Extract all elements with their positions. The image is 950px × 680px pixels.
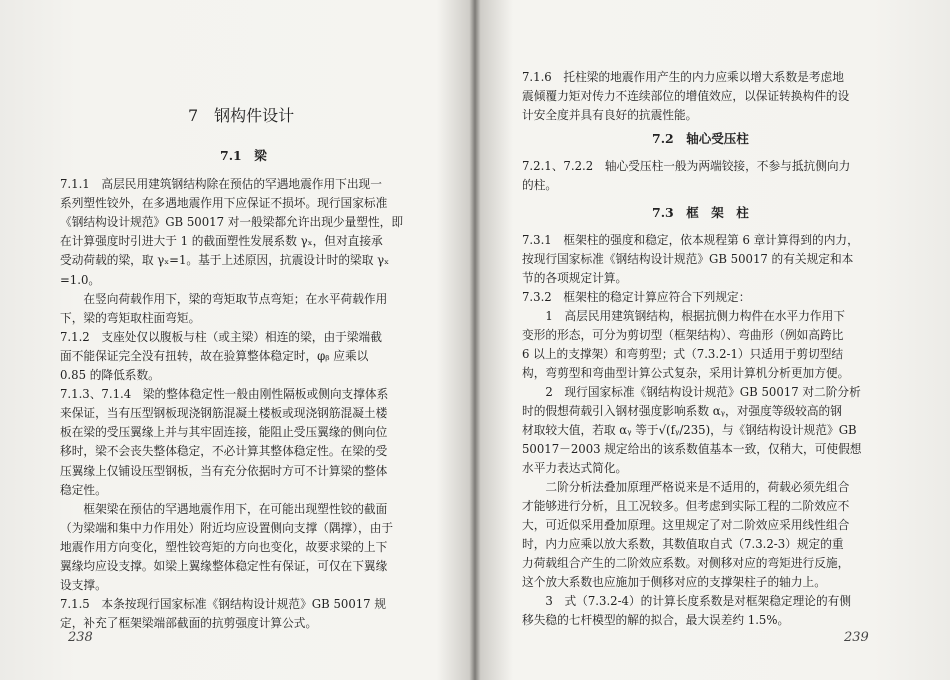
- text-line: 移时，梁不会丧失整体稳定，不必计算其整体稳定性。在梁的受: [60, 444, 388, 459]
- chapter-title: 7 钢构件设计: [188, 106, 295, 125]
- text-line: 移失稳的七杆模型的解的拟合，最大误差约 1.5%。: [522, 613, 790, 627]
- text-line: 《钢结构设计规范》GB 50017 对一般梁都允许出现少量塑性，即: [60, 215, 404, 230]
- text-line: 地震作用方向变化，塑性铰弯矩的方向也变化，故要求梁的上下: [60, 539, 388, 554]
- text-line: 6 以上的支撑架）和弯剪型；式（7.3.2-1）只适用于剪切型结: [522, 347, 844, 361]
- text-line: 7.2.1、7.2.2 轴心受压柱一般为两端铰接，不参与抵抗侧向力: [522, 159, 851, 173]
- text-line: 0.85 的降低系数。: [60, 368, 160, 382]
- text-line: 7.1.1 高层民用建筑钢结构除在预估的罕遇地震作用下出现一: [60, 177, 382, 191]
- text-line: 在计算强度时引进大于 1 的截面塑性发展系数 γₓ，但对直接承: [60, 234, 383, 249]
- text-line: 50017－2003 规定给出的该系数值基本一致，仅稍大，可使假想: [522, 442, 862, 456]
- text-line: 震倾覆力矩对传力不连续部位的增值效应，以保证转换构件的设: [522, 89, 850, 103]
- text-line: 7.3.2 框架柱的稳定计算应符合下列规定：: [522, 290, 751, 304]
- text-line: 定，补充了框架梁端部截面的抗剪强度计算公式。: [60, 616, 318, 631]
- text-line: 大，可近似采用叠加原理。这里规定了对二阶效应采用线性组合: [522, 518, 850, 532]
- left-page: [60, 0, 430, 680]
- page-number-left: 238: [68, 630, 93, 645]
- text-line: 这个放大系数也应施加于侧移对应的支撑架柱子的轴力上。: [522, 575, 826, 589]
- text-line: 框架梁在预估的罕遇地震作用下，在可能出现塑性铰的截面: [60, 501, 388, 516]
- section-title-7-2: 7.2 轴心受压柱: [652, 131, 749, 146]
- text-line: 板在梁的受压翼缘上并与其牢固连接，能阻止受压翼缘的侧向位: [60, 425, 388, 440]
- text-line: 下，梁的弯矩取柱面弯矩。: [60, 310, 201, 325]
- text-line: 7.1.5 本条按现行国家标准《钢结构设计规范》GB 50017 规: [60, 597, 387, 612]
- text-line: 时的假想荷载引入钢材强度影响系数 αᵧ，对强度等级较高的钢: [522, 404, 842, 418]
- text-line: 1 高层民用建筑钢结构，根据抗侧力构件在水平力作用下: [522, 309, 845, 323]
- text-line: 来保证，当有压型钢板现浇钢筋混凝土楼板或现浇钢筋混凝土楼: [60, 406, 388, 421]
- text-line: 3 式（7.3.2-4）的计算长度系数是对框架稳定理论的有侧: [522, 594, 852, 608]
- text-line: 7.1.6 托柱梁的地震作用产生的内力应乘以增大系数是考虑地: [522, 70, 844, 84]
- text-line: 的柱。: [522, 178, 558, 192]
- text-line: （为梁端和集中力作用处）附近均应设置侧向支撑（隅撑），由于: [60, 520, 394, 535]
- text-line: 变形的形态，可分为剪切型（框架结构）、弯曲形（例如高跨比: [522, 328, 844, 342]
- text-line: 构，弯剪型和弯曲型计算公式复杂，采用计算机分析更加方便。: [522, 366, 850, 380]
- section-title-7-1: 7.1 梁: [220, 148, 267, 163]
- text-line: 计安全度并具有良好的抗震性能。: [522, 108, 698, 122]
- text-line: 7.1.3、7.1.4 梁的整体稳定性一般由刚性隔板或侧向支撑体系: [60, 387, 389, 402]
- text-line: 压翼缘上仅铺设压型钢板，当有充分依据时方可不计算梁的整体: [60, 463, 388, 478]
- text-line: 2 现行国家标准《钢结构设计规范》GB 50017 对二阶分析: [522, 385, 861, 399]
- text-line: 7.1.2 支座处仅以腹板与柱（或主梁）相连的梁，由于梁端截: [60, 329, 382, 344]
- text-line: =1.0。: [60, 272, 101, 287]
- page-number-right: 239: [844, 630, 869, 645]
- section-title-7-3: 7.3 框 架 柱: [652, 205, 749, 220]
- text-line: 系列塑性铰外，在多遇地震作用下应保证不损坏。现行国家标准: [60, 196, 388, 211]
- text-line: 水平力表达式简化。: [522, 461, 628, 475]
- text-line: 翼缘均应设支撑。如梁上翼缘整体稳定性有保证，可仅在下翼缘: [60, 559, 388, 573]
- text-line: 7.3.1 框架柱的强度和稳定，依本规程第 6 章计算得到的内力，: [522, 233, 859, 247]
- text-line: 才能够进行分析，且工况较多。但考虑到实际工程的二阶效应不: [522, 499, 850, 513]
- text-line: 按现行国家标准《钢结构设计规范》GB 50017 的有关规定和本: [522, 252, 854, 266]
- text-line: 材取较大值，若取 αᵧ 等于√(fᵧ/235)，与《钢结构设计规范》GB: [522, 423, 857, 437]
- text-line: 力荷载组合产生的二阶效应系数。对侧移对应的弯矩进行反施，: [522, 556, 850, 570]
- text-line: 时，内力应乘以放大系数，其数值取自式（7.3.2-3）规定的重: [522, 537, 844, 551]
- text-line: 受动荷载的梁，取 γₓ=1。基于上述原因，抗震设计时的梁取 γₓ: [60, 253, 390, 268]
- text-line: 稳定性。: [60, 482, 107, 497]
- text-line: 设支撑。: [60, 578, 107, 593]
- text-line: 二阶分析法叠加原理严格说来是不适用的，荷载必须先组合: [522, 480, 850, 494]
- text-line: 在竖向荷载作用下，梁的弯矩取节点弯矩；在水平荷载作用: [60, 291, 388, 306]
- right-page: [522, 0, 884, 680]
- text-line: 节的各项规定计算。: [522, 271, 628, 285]
- text-line: 面不能保证完全没有扭转，故在验算整体稳定时，φᵦ 应乘以: [60, 348, 369, 363]
